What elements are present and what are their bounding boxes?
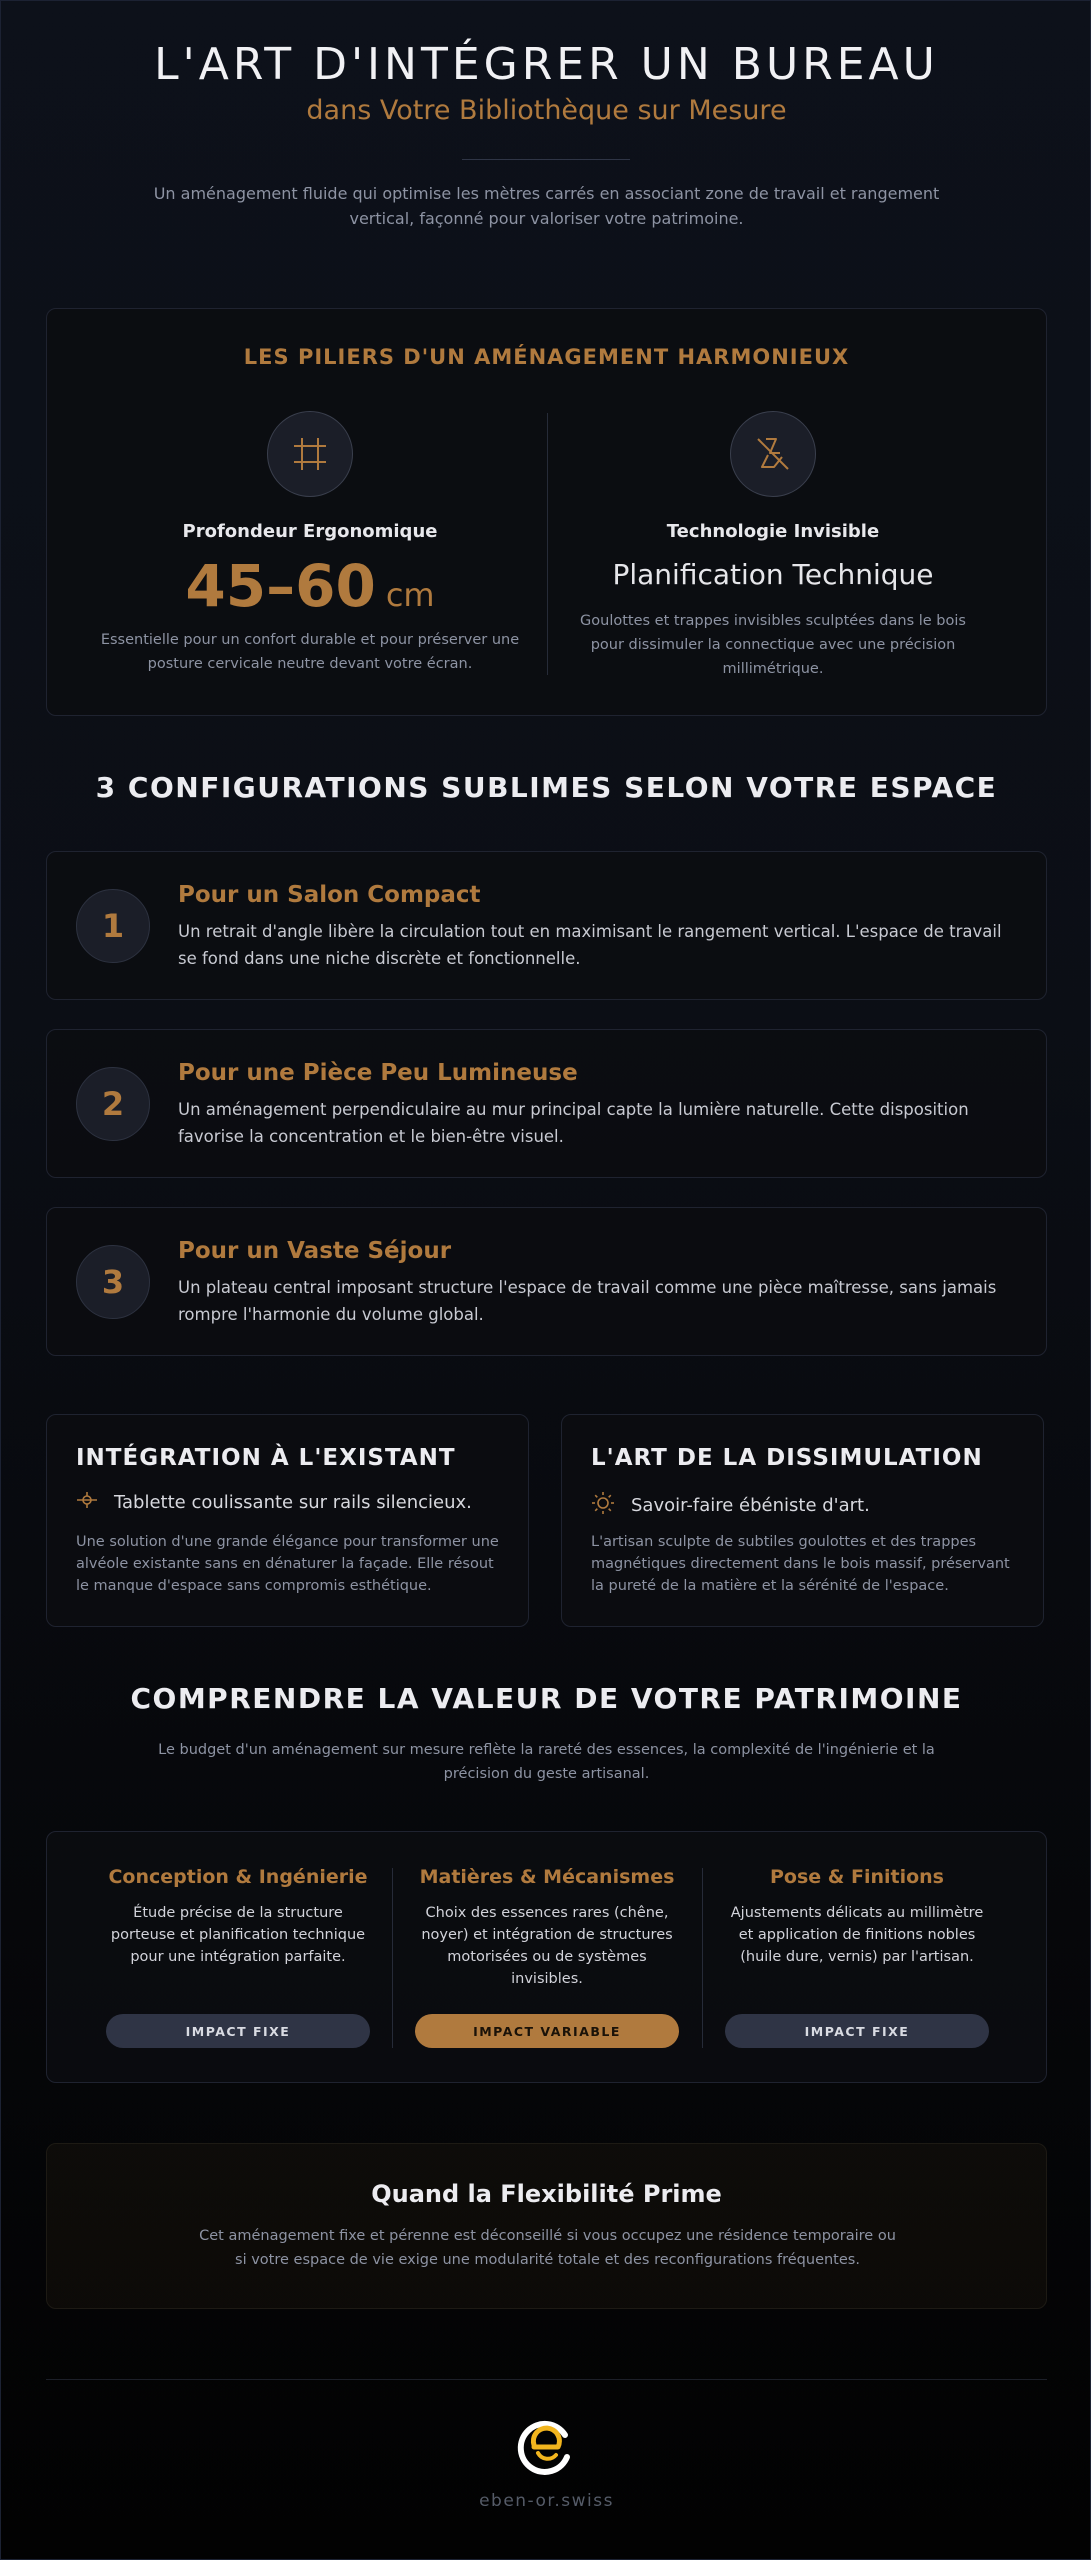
sun-icon: [591, 1491, 615, 1519]
config-card: [46, 851, 1047, 1000]
integration-card: [46, 1414, 529, 1627]
pillar-depth: [100, 411, 520, 676]
config-card: [46, 1029, 1047, 1178]
config-title: Pour une Pièce Peu Lumineuse: [178, 1060, 578, 1086]
dissimulation-bullet: [591, 1491, 870, 1519]
header-divider: [462, 159, 630, 160]
flexibility-card: [46, 2143, 1047, 2309]
impact-badge: IMPACT FIXE: [725, 2014, 989, 2048]
value-column-description: Étude précise de la structure porteuse et planification technique pour une intégration parfaite.: [110, 1905, 366, 1965]
step-number: 2: [76, 1067, 150, 1141]
step-number: 1: [76, 889, 150, 963]
config-card: [46, 1207, 1047, 1356]
step-number: 3: [76, 1245, 150, 1319]
value-column-title: Conception & Ingénierie: [108, 1866, 368, 1888]
pillars-card: [46, 308, 1047, 716]
depth-unit: cm: [385, 576, 435, 614]
slider-rail-icon: [76, 1491, 98, 1513]
value-intro: Le budget d'un aménagement sur mesure reflète la rareté des essences, la complexité de l'ingénierie et la précision du geste artisanal.: [158, 1742, 935, 1782]
value-column: [412, 1866, 682, 1990]
footer-domain: eben-or.swiss: [479, 2491, 614, 2511]
pillar-label: Technologie Invisible: [666, 521, 880, 542]
config-title: Pour un Salon Compact: [178, 882, 481, 908]
column-divider: [702, 1868, 703, 2048]
dissimulation-card: [561, 1414, 1044, 1627]
value-card: [46, 1831, 1047, 2083]
pillars-divider: [547, 413, 548, 675]
depth-value: [100, 552, 520, 618]
flexibility-title: Quand la Flexibilité Prime: [371, 2180, 722, 2208]
pillar-label: Profondeur Ergonomique: [182, 521, 438, 542]
crop-frame-icon: [267, 411, 353, 497]
dissimulation-description: L'artisan sculpte de subtiles goulottes et des trappes magnétiques directement dans le bois massif, préservant la pureté de la matière et la sérénité de l'espace.: [591, 1534, 1010, 1594]
eben-or-logo-icon[interactable]: [512, 2411, 582, 2481]
value-column-description: Choix des essences rares (chêne, noyer) et intégration de structures motorisées ou de systèmes invisibles.: [421, 1905, 673, 1987]
pillar-heading: Planification Technique: [612, 558, 934, 591]
integration-bullet: [76, 1491, 472, 1513]
value-column-title: Pose & Finitions: [770, 1866, 944, 1888]
depth-number: 45–60: [185, 552, 376, 620]
value-title: COMPRENDRE LA VALEUR DE VOTRE PATRIMOINE: [130, 1682, 963, 1715]
config-description: Un plateau central imposant structure l'espace de travail comme une pièce maîtresse, sans jamais rompre l'harmonie du volume global.: [178, 1278, 997, 1324]
pillar-description: Essentielle pour un confort durable et pour préserver une posture cervicale neutre devant votre écran.: [100, 632, 520, 672]
column-divider: [392, 1868, 393, 2048]
value-column: [722, 1866, 992, 1968]
integration-description: Une solution d'une grande élégance pour transformer une alvéole existante sans en dénaturer la façade. Elle résout le manque d'espace sans compromis esthétique.: [76, 1534, 499, 1594]
pillar-technology: [563, 411, 983, 681]
config-title: Pour un Vaste Séjour: [178, 1238, 452, 1264]
configurations-title: 3 CONFIGURATIONS SUBLIMES SELON VOTRE ESPACE: [95, 771, 998, 804]
config-description: Un retrait d'angle libère la circulation tout en maximisant le rangement vertical. L'espace de travail se fond dans une niche discrète et fonctionnelle.: [178, 922, 1002, 968]
bullet-text: Savoir-faire ébéniste d'art.: [631, 1494, 870, 1516]
page-title: L'ART D'INTÉGRER UN BUREAU: [154, 39, 939, 90]
impact-badge: IMPACT FIXE: [106, 2014, 370, 2048]
value-column: [103, 1866, 373, 1968]
flexibility-description: Cet aménagement fixe et pérenne est déconseillé si vous occupez une résidence temporaire ou si votre espace de vie exige une modularité totale et des reconfigurations fréquentes.: [199, 2228, 896, 2268]
bullet-text: Tablette coulissante sur rails silencieux.: [114, 1491, 472, 1513]
value-column-description: Ajustements délicats au millimètre et application de finitions nobles (huile dure, vernis) par l'artisan.: [730, 1905, 984, 1965]
page-intro: Un aménagement fluide qui optimise les mètres carrés en associant zone de travail et rangement vertical, façonné pour valoriser votre patrimoine.: [153, 184, 940, 228]
page-subtitle: dans Votre Bibliothèque sur Mesure: [306, 95, 787, 126]
footer-divider: [46, 2379, 1047, 2380]
dissimulation-title: L'ART DE LA DISSIMULATION: [591, 1445, 983, 1471]
value-column-title: Matières & Mécanismes: [419, 1866, 675, 1888]
pillars-title: LES PILIERS D'UN AMÉNAGEMENT HARMONIEUX: [243, 345, 850, 369]
impact-badge: IMPACT VARIABLE: [415, 2014, 679, 2048]
pillar-description: Goulottes et trappes invisibles sculptées dans le bois pour dissimuler la connectique avec une précision millimétrique.: [580, 613, 966, 677]
hidden-connection-icon: [730, 411, 816, 497]
config-description: Un aménagement perpendiculaire au mur principal capte la lumière naturelle. Cette disposition favorise la concentration et le bien-être visuel.: [178, 1100, 969, 1146]
integration-title: INTÉGRATION À L'EXISTANT: [76, 1445, 456, 1471]
